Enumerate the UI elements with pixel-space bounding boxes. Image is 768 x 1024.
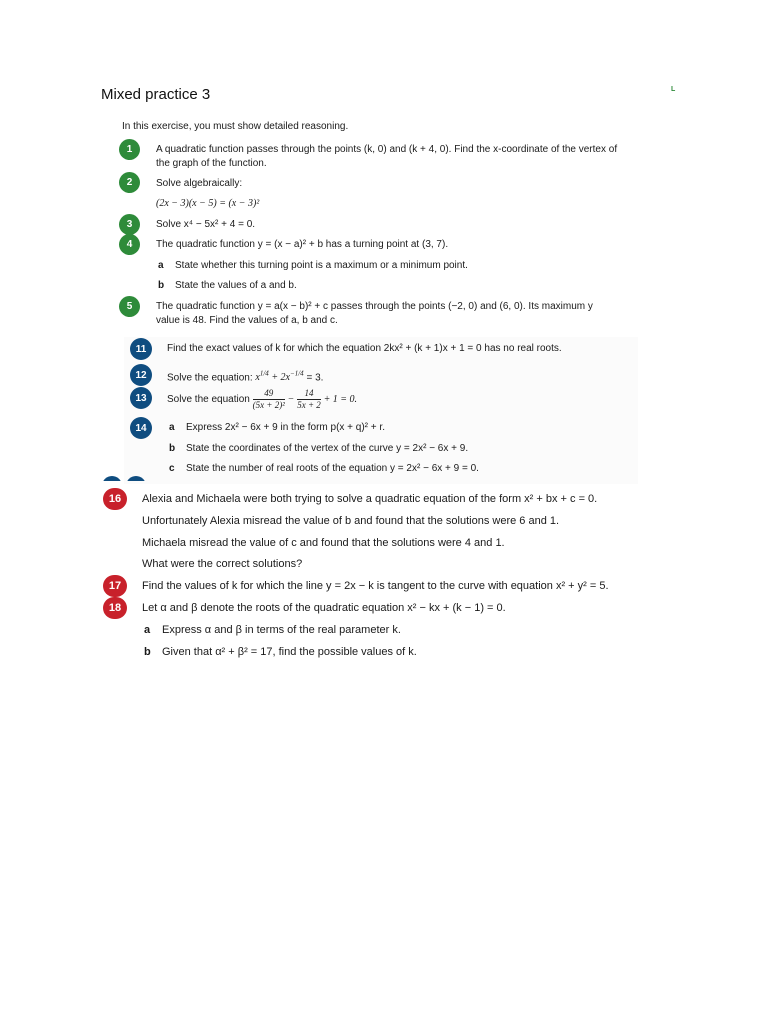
question-5-line-2: value is 48. Find the values of a, b and c. [156,315,338,326]
question-3-text: Solve x⁴ − 5x² + 4 = 0. [156,219,256,230]
question-badge-12: 12 [130,364,152,386]
question-12-prefix: Solve the equation: [167,372,253,384]
fraction-1-denominator: (5x + 2)² [252,399,285,410]
question-badge-14: 14 [130,417,152,439]
question-17-text: Find the values of k for which the line y = 2x − k is tangent to the curve with equation x² + y² = 5. [142,580,609,592]
question-18-part-a-text: Express α and β in terms of the real parameter k. [162,624,401,636]
question-4-text: The quadratic function y = (x − a)² + b has a turning point at (3, 7). [156,239,449,250]
question-4-part-a-label: a [158,260,164,271]
question-18-part-b-label: b [144,646,151,658]
fraction-1 [253,388,285,411]
question-14-part-c-label: c [169,463,175,474]
corner-mark: L [671,86,676,93]
question-badge-1: 1 [119,139,140,160]
question-14-part-b-label: b [169,443,176,454]
question-14-part-a-label: a [169,422,175,433]
question-14-part-b-text: State the coordinates of the vertex of the curve y = 2x² − 6x + 9. [186,443,469,454]
question-badge-13: 13 [130,387,152,409]
question-badge-16: 16 [103,488,127,510]
question-badge-4: 4 [119,234,140,255]
question-16-line-2: Unfortunately Alexia misread the value of b and found that the solutions were 6 and 1. [142,515,560,527]
question-5-line-1: The quadratic function y = a(x − b)² + c passes through the points (−2, 0) and (6, 0). Its maximum y [156,301,593,312]
question-14-part-a-text: Express 2x² − 6x + 9 in the form p(x + q)² + r. [186,422,385,433]
page-title: Mixed practice 3 [101,86,211,103]
question-badge-2: 2 [119,172,140,193]
question-2-equation: (2x − 3)(x − 5) = (x − 3)² [156,198,260,209]
question-16-line-1: Alexia and Michaela were both trying to solve a quadratic equation of the form x² + bx + c = 0. [142,493,598,505]
question-1-line-1: A quadratic function passes through the points (k, 0) and (k + 4, 0). Find the x-coordinate of the vertex of [156,144,618,155]
instructions: In this exercise, you must show detailed reasoning. [122,121,349,132]
question-badge-18: 18 [103,597,127,619]
question-13-text: Solve the equation $\frac{49}{\text{(5x + 2)²}}$ − $\frac{14}{5x + 2}$ + 1 = 0. [167,387,358,410]
question-18-part-b-text: Given that α² + β² = 17, find the possible values of k. [162,646,417,658]
question-11-text: Find the exact values of k for which the equation 2kx² + (k + 1)x + 1 = 0 has no real roots. [167,343,562,354]
question-1-line-2: the graph of the function. [156,158,267,169]
fraction-2 [297,388,321,411]
question-4-part-b-text: State the values of a and b. [175,280,297,291]
question-16-line-3: Michaela misread the value of c and found that the solutions were 4 and 1. [142,537,505,549]
question-2-text: Solve algebraically: [156,178,243,189]
question-4-part-a-text: State whether this turning point is a maximum or a minimum point. [175,260,468,271]
question-13-prefix: Solve the equation [167,394,250,405]
question-12-suffix: = 3. [306,372,324,384]
question-12-text: Solve the equation: $x^{1/4} + 2x^{-1/4} = 3$. [167,370,324,384]
clipped-badges [102,476,152,481]
question-14-part-c-text: State the number of real roots of the equation y = 2x² − 6x + 9 = 0. [186,463,479,474]
question-badge-11: 11 [130,338,152,360]
question-16-line-4: What were the correct solutions? [142,558,303,570]
fraction-1-numerator: 49 [253,388,285,400]
question-13-suffix: + 1 = 0. [323,394,358,405]
question-4-part-b-label: b [158,280,165,291]
question-18-part-a-label: a [144,624,151,636]
fraction-2-numerator: 14 [297,388,321,400]
question-badge-3: 3 [119,214,140,235]
fraction-2-denominator: 5x + 2 [297,399,321,410]
question-badge-5: 5 [119,296,140,317]
question-18-text: Let α and β denote the roots of the quadratic equation x² − kx + (k − 1) = 0. [142,602,506,614]
question-badge-17: 17 [103,575,127,597]
